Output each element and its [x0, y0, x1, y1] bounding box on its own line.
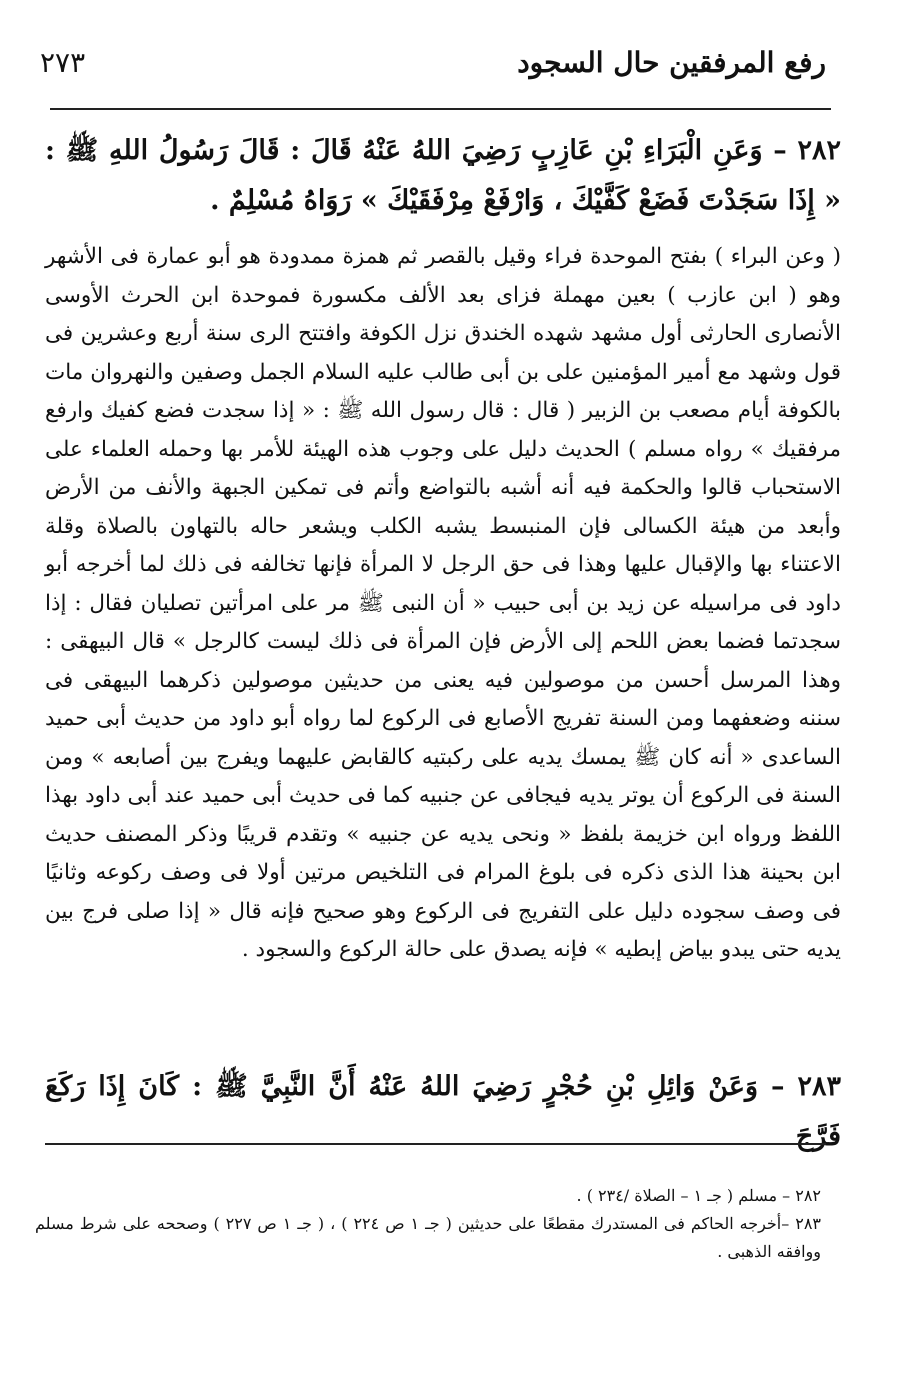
running-title: رفع المرفقين حال السجود — [517, 46, 826, 79]
hadith-283: ٢٨٣ – وَعَنْ وَائِلِ بْنِ حُجْرٍ رَضِيَ اللهُ عَنْهُ أَنَّ النَّبِيَّ ﷺ : كَانَ إِذَا رَكَعَ فَرَّجَ — [45, 1071, 841, 1152]
page-header — [40, 46, 826, 86]
commentary-text: ( وعن البراء ) بفتح الموحدة فراء وقيل بالقصر ثم همزة ممدودة هو أبو عمارة فى الأشهر وهو ( ابن عازب ) بعين مهملة فزاى بعد الألف مكسورة فموحدة ابن الحرث الأوسى الأنصارى الحارثى أول مشهد شهده الخندق نزل الكوفة وافتتح الرى سنة أربع وعشرين فى قول وشهد مع أمير المؤمنين على بن أبى طالب عليه السلام الجمل وصفين والنهروان مات بالكوفة أيام مصعب بن الزبير ( قال : قال رسول الله ﷺ : « إذا سجدت فضع كفيك وارفع مرفقيك » رواه مسلم ) الحديث دليل على وجوب هذه الهيئة للأمر بها وحمله العلماء على الاستحباب قالوا والحكمة فيه أنه أشبه بالتواضع وأتم فى تمكين الجبهة والأنف من الأرض وأبعد من هيئة الكسالى فإن المنبسط يشبه الكلب ويشعر حاله بالتهاون بالصلاة وقلة الاعتناء بها والإقبال عليها وهذا فى حق الرجل لا المرأة فإنها تخالفه فى ذلك لما أخرجه أبو داود فى مراسيله عن زيد بن أبى حبيب « أن النبى ﷺ مر على امرأتين تصليان فقال : إذا سجدتما فضما بعض اللحم إلى الأرض فإن المرأة فى ذلك ليست كالرجل » قال البيهقى : وهذا المرسل أحسن من موصولين فيه يعنى من حديثين موصولين ذكرهما البيهقى فى سننه وضعفهما ومن السنة تفريج الأصابع فى الركوع لما رواه أبو داود من حديث أبى حميد الساعدى « أنه كان ﷺ يمسك يديه على ركبتيه كالقابض عليهما ويفرج بين أصابعه » ومن السنة فى الركوع أن يوتر يديه فيجافى عن جنبيه كما فى حديث أبى حميد عند أبى داود بهذا اللفظ ورواه ابن خزيمة بلفظ « ونحى يديه عن جنبيه » وتقدم قريبًا وذكر المصنف حديث ابن بحينة هذا الذى ذكره فى بلوغ المرام فى التلخيص مرتين أولا فى وصف ركوعه وثانيًا فى وصف سجوده دليل على التفريج فى الركوع وهو صحيح فإنه قال « إذا صلى فرج بين يديه حتى يبدو بياض إبطيه » فإنه يصدق على حالة الركوع والسجود . — [45, 244, 841, 962]
footnotes — [35, 1182, 821, 1266]
page-number: ٢٧٣ — [40, 46, 86, 79]
header-divider — [50, 108, 831, 110]
hadith-282: ٢٨٢ – وَعَنِ الْبَرَاءِ بْنِ عَازِبٍ رَضِيَ اللهُ عَنْهُ قَالَ : قَالَ رَسُولُ اللهِ ﷺ : « إِذَا سَجَدْتَ فَضَعْ كَفَّيْكَ ، وَارْفَعْ مِرْفَقَيْكَ » رَوَاهُ مُسْلِمٌ . — [45, 135, 841, 216]
footnote-divider — [45, 1143, 826, 1145]
footnote-282: ٢٨٢ – مسلم ( جـ ١ – الصلاة /٢٣٤ ) . — [576, 1186, 821, 1205]
footnote-283: ٢٨٣ –أخرجه الحاكم فى المستدرك مقطعًا على حديثين ( جـ ١ ص ٢٢٤ ) ، ( جـ ١ ص ٢٢٧ ) وصححه على شرط مسلم ووافقه الذهبى . — [35, 1214, 822, 1261]
